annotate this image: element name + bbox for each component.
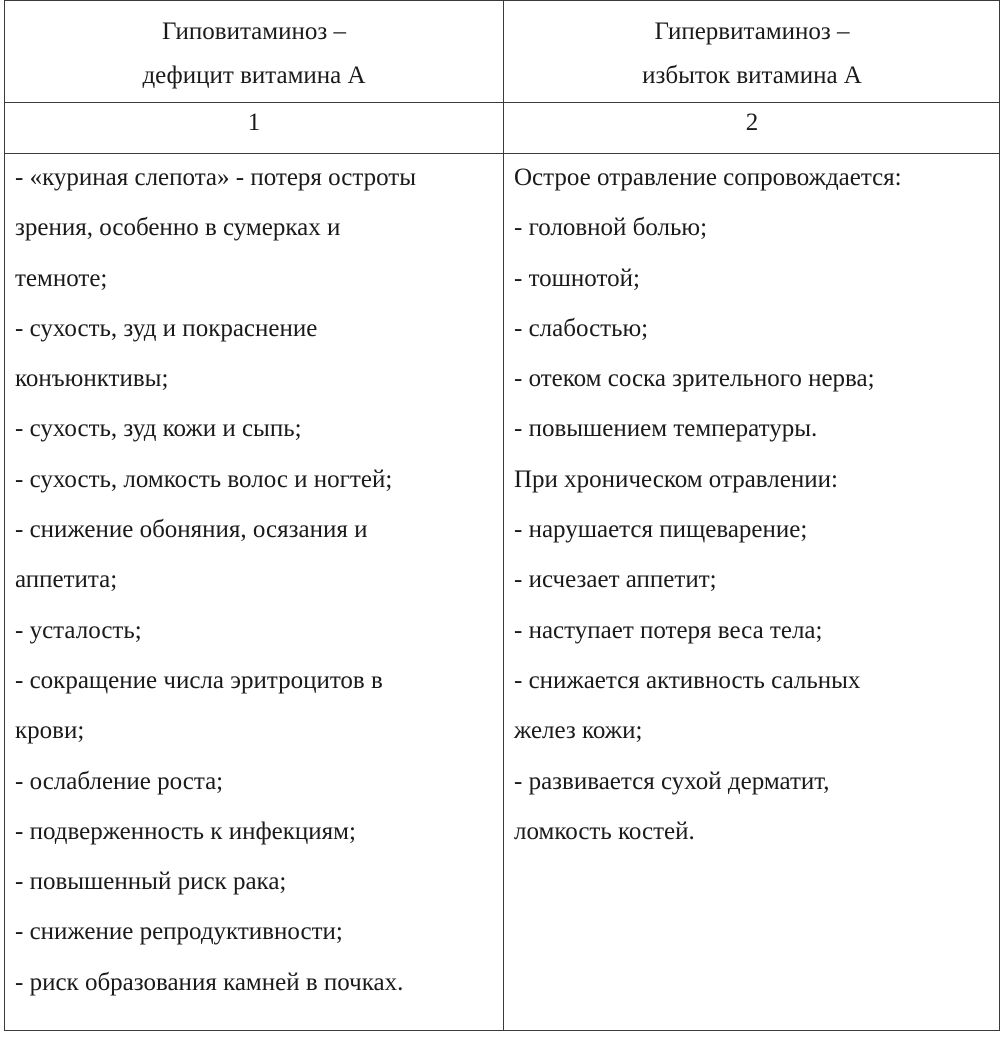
- hypervitaminosis-symptoms: [514, 153, 994, 860]
- column-divider: [503, 1, 504, 1030]
- symptom-line: - снижается активность сальных: [514, 666, 861, 694]
- symptom-line: - развивается сухой дерматит,: [514, 767, 830, 795]
- symptom-line: аппетита;: [15, 566, 118, 594]
- header-hypervitaminosis: [503, 1, 1001, 102]
- symptom-line: - нарушается пищеварение;: [514, 516, 808, 544]
- symptom-line: - «куриная слепота» - потеря остроты: [15, 164, 417, 191]
- header-left-line-1: Гиповитаминоз –: [162, 18, 346, 45]
- column-number-2: 2: [745, 109, 759, 136]
- header-right-line-2: избыток витамина А: [642, 62, 862, 89]
- symptom-line: - исчезает аппетит;: [514, 566, 717, 594]
- symptom-line: При хроническом отравлении:: [514, 465, 838, 493]
- symptom-line: темноте;: [15, 264, 108, 292]
- symptom-line: - наступает потеря веса тела;: [514, 616, 823, 644]
- symptom-line: - повышенный риск рака;: [15, 868, 287, 896]
- symptom-line: - отеком соска зрительного нерва;: [514, 365, 875, 393]
- symptom-line: желез кожи;: [514, 717, 643, 745]
- symptom-line: крови;: [15, 717, 85, 745]
- symptom-line: - сухость, зуд и покраснение: [15, 314, 318, 342]
- symptom-line: - риск образования камней в почках.: [15, 968, 404, 996]
- symptom-line: - ослабление роста;: [15, 767, 224, 795]
- symptom-line: ломкость костей.: [514, 817, 695, 845]
- symptom-line: - головной болью;: [514, 214, 708, 242]
- symptom-line: - повышением температуры.: [514, 415, 818, 443]
- symptom-line: - снижение репродуктивности;: [15, 918, 343, 946]
- symptom-line: - сокращение числа эритроцитов в: [15, 666, 383, 694]
- header-hypovitaminosis: [5, 1, 503, 102]
- symptom-line: - усталость;: [15, 616, 142, 644]
- column-number-1: 1: [247, 109, 261, 136]
- symptom-line: Острое отравление сопровождается:: [514, 164, 902, 191]
- header-right-line-1: Гипервитаминоз –: [654, 18, 850, 45]
- symptom-line: - сухость, зуд кожи и сыпь;: [15, 415, 302, 443]
- symptom-line: - слабостью;: [514, 314, 649, 342]
- symptom-line: - сухость, ломкость волос и ногтей;: [15, 465, 393, 493]
- symptom-line: - подверженность к инфекциям;: [15, 817, 356, 845]
- vitamin-a-table: [4, 0, 1000, 1031]
- symptom-line: - тошнотой;: [514, 264, 640, 292]
- symptom-line: конъюнктивы;: [15, 365, 169, 393]
- hypovitaminosis-symptoms: [15, 153, 495, 1011]
- symptom-line: зрения, особенно в сумерках и: [15, 214, 341, 242]
- header-left-line-2: дефицит витамина А: [142, 62, 366, 89]
- symptom-line: - снижение обоняния, осязания и: [15, 516, 368, 544]
